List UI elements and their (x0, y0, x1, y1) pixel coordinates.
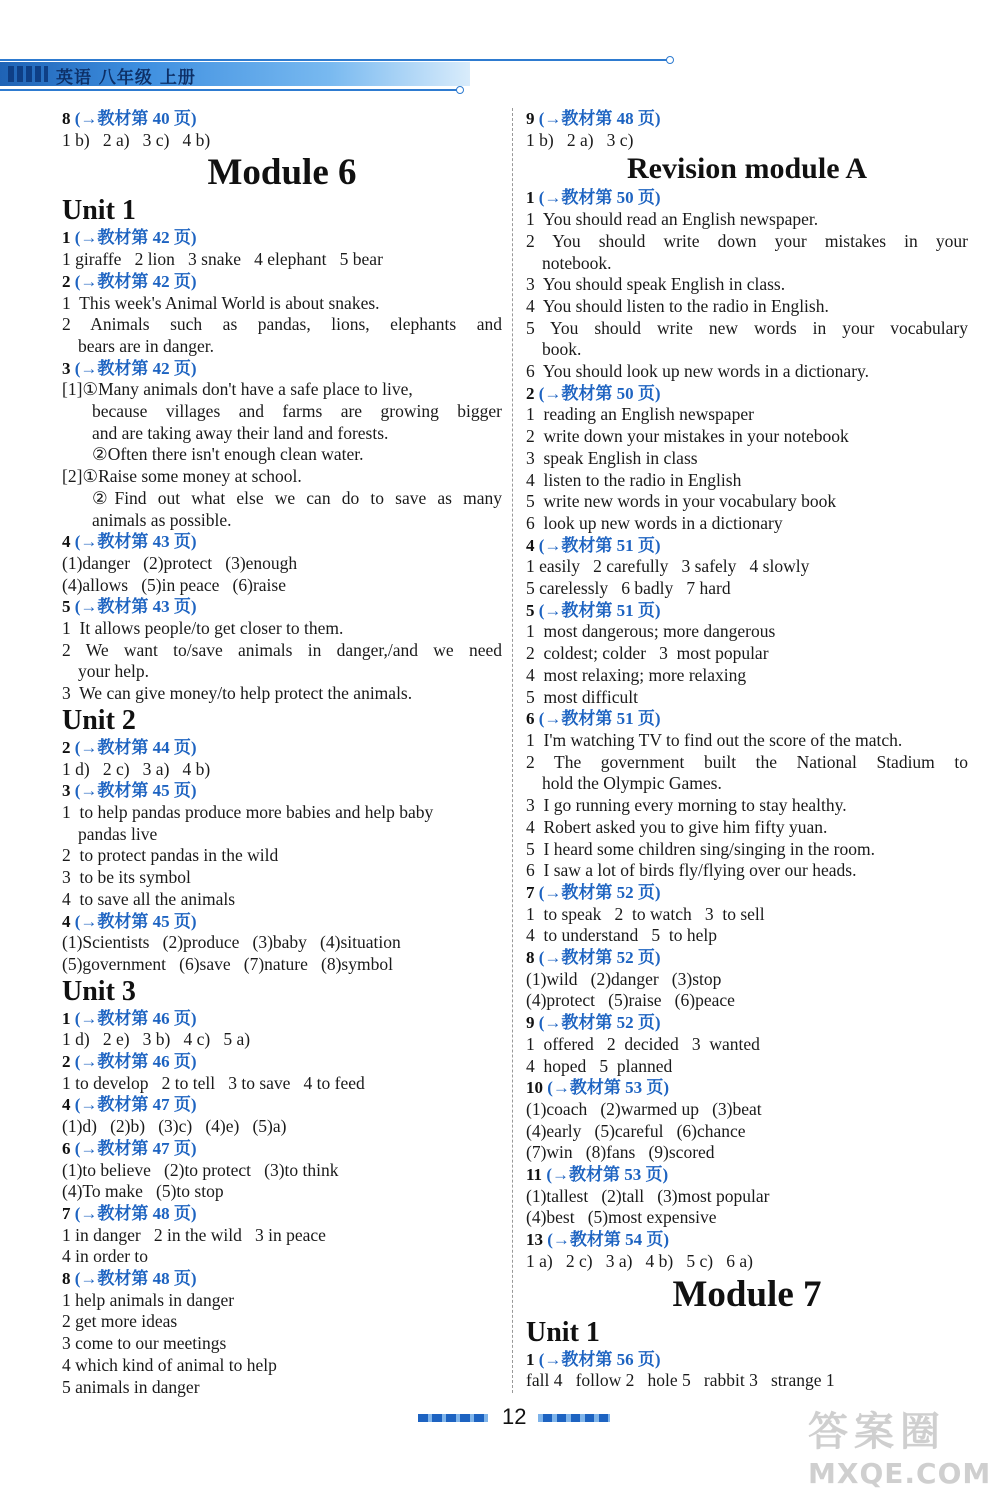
textbook-page-ref: (→教材第 47 页) (74, 1138, 197, 1158)
exercise-number: 2 (526, 383, 535, 403)
exercise-reference (526, 1012, 968, 1034)
exercise-number: 4 (526, 535, 535, 555)
answer-line: bears are in danger. (78, 335, 215, 356)
module-heading: Module 6 (207, 152, 357, 194)
answer-line: 6 look up new words in a dictionary (526, 512, 783, 533)
answer-line: 3 to be its symbol (62, 867, 191, 888)
exercise-reference (62, 1094, 502, 1116)
answer-line: (1)wild (2)danger (3)stop (526, 968, 722, 989)
exercise-reference (62, 737, 502, 759)
exercise-number: 9 (526, 1013, 535, 1033)
textbook-page-ref: (→教材第 53 页) (546, 1165, 669, 1185)
answer-line: (4)protect (5)raise (6)peace (526, 990, 735, 1011)
answer-line: (4)allows (5)in peace (6)raise (62, 574, 286, 595)
unit-heading: Unit 3 (62, 975, 136, 1007)
exercise-reference (526, 187, 968, 209)
left-column (62, 108, 502, 1398)
textbook-page-ref: (→教材第 40 页) (74, 109, 197, 128)
textbook-page-ref: (→教材第 54 页) (547, 1230, 670, 1250)
answer-line: 4 in order to (62, 1246, 149, 1267)
answer-line: 1 a) 2 c) 3 a) 4 b) 5 c) 6 a) (526, 1250, 753, 1271)
answer-line: 1 reading an English newspaper (526, 404, 754, 425)
exercise-number: 5 (526, 600, 535, 620)
exercise-number: 13 (526, 1230, 543, 1250)
answer-line: 1 easily 2 carefully 3 safely 4 slowly (526, 556, 810, 577)
answer-line: 4 to understand 5 to help (526, 925, 718, 946)
answer-line: (5)government (6)save (7)nature (8)symbol (62, 953, 393, 974)
answer-line: 4 to save all the animals (62, 888, 236, 909)
exercise-number: 6 (526, 709, 535, 729)
answer-line: 1 You should read an English newspaper. (526, 209, 819, 230)
header-bottom-rule (0, 89, 460, 91)
answer-line: 4 You should listen to the radio in English. (526, 295, 829, 316)
exercise-reference (62, 780, 502, 802)
exercise-reference (526, 535, 968, 557)
exercise-reference (526, 1229, 968, 1251)
answer-line: 5 most difficult (526, 686, 638, 707)
answer-line: 4 hoped 5 planned (526, 1055, 673, 1076)
answer-line: 4 which kind of animal to help (62, 1354, 277, 1375)
answer-line: 2 You should write down your mistakes in your (526, 230, 968, 251)
textbook-page-ref: (→教材第 46 页) (74, 1008, 197, 1028)
right-column (526, 108, 968, 1392)
exercise-reference (62, 271, 502, 293)
answer-line: (1)coach (2)warmed up (3)beat (526, 1098, 762, 1119)
header-rule-dot-2 (456, 86, 464, 94)
answer-line: [1]①Many animals don't have a safe place to live, (62, 379, 413, 400)
exercise-reference (526, 947, 968, 969)
answer-line: 1 It allows people/to get closer to them. (62, 618, 344, 639)
textbook-page-ref: (→教材第 53 页) (547, 1078, 670, 1098)
exercise-number: 10 (526, 1078, 543, 1098)
answer-line: 5 write new words in your vocabulary book (526, 491, 837, 512)
exercise-number: 3 (62, 781, 71, 801)
answer-line: your help. (78, 661, 149, 682)
exercise-number: 1 (526, 1349, 535, 1369)
answer-line: fall 4 follow 2 hole 5 rabbit 3 strange 1 (526, 1370, 835, 1391)
answer-line: 2 get more ideas (62, 1311, 178, 1332)
footer-ornament-left (418, 1414, 488, 1422)
textbook-page-ref: (→教材第 42 页) (74, 271, 197, 291)
textbook-page-ref: (→教材第 50 页) (538, 188, 661, 208)
answer-line: 1 to develop 2 to tell 3 to save 4 to feed (62, 1072, 365, 1093)
answer-line: 2 We want to/save animals in danger,/and we need (62, 639, 502, 660)
exercise-reference (62, 227, 502, 249)
answer-line: (1)Scientists (2)produce (3)baby (4)situation (62, 932, 401, 953)
exercise-reference (62, 108, 502, 130)
exercise-reference (526, 1077, 968, 1099)
answer-line: 3 You should speak English in class. (526, 274, 786, 295)
header-title: 英语 八年级 上册 (56, 68, 196, 88)
answer-line: 1 offered 2 decided 3 wanted (526, 1033, 760, 1054)
answer-line: (4)best (5)most expensive (526, 1207, 717, 1228)
exercise-number: 8 (62, 109, 71, 128)
header-rule-dot (666, 56, 674, 64)
answer-line: 1 help animals in danger (62, 1289, 235, 1310)
answer-line: 3 We can give money/to help protect the animals. (62, 683, 413, 704)
exercise-number: 5 (62, 597, 71, 617)
exercise-number: 4 (62, 911, 71, 931)
textbook-page-ref: (→教材第 48 页) (74, 1269, 197, 1289)
module-heading: Revision module A (626, 152, 868, 186)
exercise-number: 6 (62, 1138, 71, 1158)
answer-line: 1 I'm watching TV to find out the score of the match. (526, 729, 903, 750)
textbook-page-ref: (→教材第 43 页) (74, 597, 197, 617)
exercise-reference (62, 1008, 502, 1030)
answer-line: (4)To make (5)to stop (62, 1181, 224, 1202)
answer-line: (4)early (5)careful (6)chance (526, 1120, 746, 1141)
answer-line: 2 write down your mistakes in your notebook (526, 426, 849, 447)
answer-line: 2 coldest; colder 3 most popular (526, 643, 769, 664)
exercise-number: 7 (526, 882, 535, 902)
textbook-page-ref: (→教材第 45 页) (74, 911, 197, 931)
answer-line: 5 animals in danger (62, 1376, 200, 1397)
textbook-page-ref: (→教材第 52 页) (538, 882, 661, 902)
answer-line: hold the Olympic Games. (542, 773, 722, 794)
textbook-page-ref: (→教材第 46 页) (74, 1052, 197, 1072)
answer-line: 3 speak English in class (526, 447, 698, 468)
exercise-reference (526, 708, 968, 730)
header-top-rule (0, 59, 668, 61)
textbook-page-ref: (→教材第 44 页) (74, 737, 197, 757)
answer-line: 1 This week's Animal World is about snakes. (62, 292, 380, 313)
exercise-number: 4 (62, 1095, 71, 1115)
exercise-reference (526, 882, 968, 904)
exercise-reference (62, 531, 502, 553)
answer-line: and are taking away their land and forests. (92, 422, 389, 443)
answer-line: 1 d) 2 c) 3 a) 4 b) (62, 758, 211, 779)
exercise-number: 2 (62, 271, 71, 291)
exercise-reference (62, 1051, 502, 1073)
answer-line: 5 carelessly 6 badly 7 hard (526, 578, 731, 599)
answer-line: 1 d) 2 e) 3 b) 4 c) 5 a) (62, 1029, 251, 1050)
answer-line: (1)to believe (2)to protect (3)to think (62, 1159, 339, 1180)
answer-line: 1 b) 2 a) 3 c) (526, 129, 634, 150)
textbook-page-ref: (→教材第 50 页) (538, 383, 661, 403)
exercise-reference (62, 911, 502, 933)
answer-line: 1 giraffe 2 lion 3 snake 4 elephant 5 bear (62, 249, 383, 270)
answer-line: because villages and farms are growing bigger (92, 401, 502, 422)
exercise-reference (526, 1164, 968, 1186)
watermark-line-2: MXQE.COM (808, 1457, 992, 1490)
answer-line: (1)d) (2)b) (3)c) (4)e) (5)a) (62, 1116, 287, 1137)
textbook-page-ref: (→教材第 42 页) (74, 358, 197, 378)
exercise-reference (526, 108, 968, 130)
exercise-number: 3 (62, 358, 71, 378)
textbook-page-ref: (→教材第 51 页) (538, 600, 661, 620)
exercise-number: 1 (62, 1008, 71, 1028)
exercise-number: 1 (62, 228, 71, 248)
answer-line: 5 I heard some children sing/singing in the room. (526, 838, 875, 859)
watermark-line-1: 答案圈 (808, 1409, 946, 1455)
textbook-page-ref: (→教材第 45 页) (74, 781, 197, 801)
exercise-number: 4 (62, 532, 71, 552)
page-header (0, 56, 680, 96)
exercise-number: 11 (526, 1165, 543, 1185)
exercise-number: 9 (526, 109, 535, 128)
exercise-reference (62, 358, 502, 380)
textbook-page-ref: (→教材第 56 页) (538, 1349, 661, 1369)
answer-line: (7)win (8)fans (9)scored (526, 1142, 715, 1163)
answer-line: 1 to help pandas produce more babies and help baby (62, 801, 434, 822)
answer-line: animals as possible. (92, 509, 232, 530)
textbook-page-ref: (→教材第 48 页) (74, 1203, 197, 1223)
textbook-page-ref: (→教材第 51 页) (538, 709, 661, 729)
watermark-logo (808, 1400, 992, 1490)
textbook-page-ref: (→教材第 52 页) (538, 948, 661, 968)
answer-line: 1 in danger 2 in the wild 3 in peace (62, 1224, 326, 1245)
exercise-reference (62, 1268, 502, 1290)
answer-line: (1)tallest (2)tall (3)most popular (526, 1185, 770, 1206)
answer-line: 4 listen to the radio in English (526, 469, 742, 490)
exercise-reference (526, 1349, 968, 1371)
textbook-page-ref: (→教材第 42 页) (74, 228, 197, 248)
answer-line: 2 The government built the National Stadium to (526, 751, 968, 772)
exercise-number: 2 (62, 1052, 71, 1072)
exercise-number: 1 (526, 188, 535, 208)
exercise-reference (526, 383, 968, 405)
footer-ornament-right (538, 1414, 610, 1422)
textbook-page-ref: (→教材第 52 页) (538, 1013, 661, 1033)
exercise-number: 8 (62, 1269, 71, 1289)
module-heading: Module 7 (672, 1273, 822, 1315)
answer-line: ②Often there isn't enough clean water. (92, 444, 364, 465)
exercise-reference (62, 1203, 502, 1225)
answer-line: 1 b) 2 a) 3 c) 4 b) (62, 129, 211, 150)
answer-line: 1 to speak 2 to watch 3 to sell (526, 903, 765, 924)
textbook-page-ref: (→教材第 47 页) (74, 1095, 197, 1115)
answer-line: notebook. (542, 252, 612, 273)
unit-heading: Unit 2 (62, 704, 136, 736)
answer-line: (1)danger (2)protect (3)enough (62, 552, 298, 573)
column-divider (512, 108, 514, 1393)
exercise-reference (62, 1138, 502, 1160)
answer-line: [2]①Raise some money at school. (62, 466, 302, 487)
page-number: 12 (502, 1404, 527, 1429)
textbook-page-ref: (→教材第 43 页) (74, 532, 197, 552)
answer-line: 5 You should write new words in your vocabulary (526, 317, 968, 338)
answer-line: 4 Robert asked you to give him fifty yuan. (526, 816, 828, 837)
textbook-page-ref: (→教材第 51 页) (538, 535, 661, 555)
answer-line: 3 I go running every morning to stay healthy. (526, 795, 847, 816)
textbook-page-ref: (→教材第 48 页) (538, 109, 661, 128)
exercise-number: 7 (62, 1203, 71, 1223)
exercise-number: 8 (526, 948, 535, 968)
unit-heading: Unit 1 (62, 195, 136, 227)
exercise-reference (526, 600, 968, 622)
unit-heading: Unit 1 (526, 1316, 600, 1348)
exercise-reference (62, 596, 502, 618)
exercise-number: 2 (62, 737, 71, 757)
answer-line: pandas live (78, 823, 158, 844)
answer-line: 1 most dangerous; more dangerous (526, 621, 776, 642)
answer-line: 6 You should look up new words in a dictionary. (526, 361, 870, 382)
answer-line: 3 come to our meetings (62, 1333, 227, 1354)
answer-line: 4 most relaxing; more relaxing (526, 664, 747, 685)
answer-line: 2 to protect pandas in the wild (62, 845, 279, 866)
answer-line: 6 I saw a lot of birds fly/flying over our heads. (526, 860, 857, 881)
header-bar-blocks (8, 66, 48, 82)
answer-line: ②Find out what else we can do to save as many (92, 487, 502, 508)
answer-line: book. (542, 339, 582, 360)
answer-line: 2 Animals such as pandas, lions, elephants and (62, 314, 502, 335)
